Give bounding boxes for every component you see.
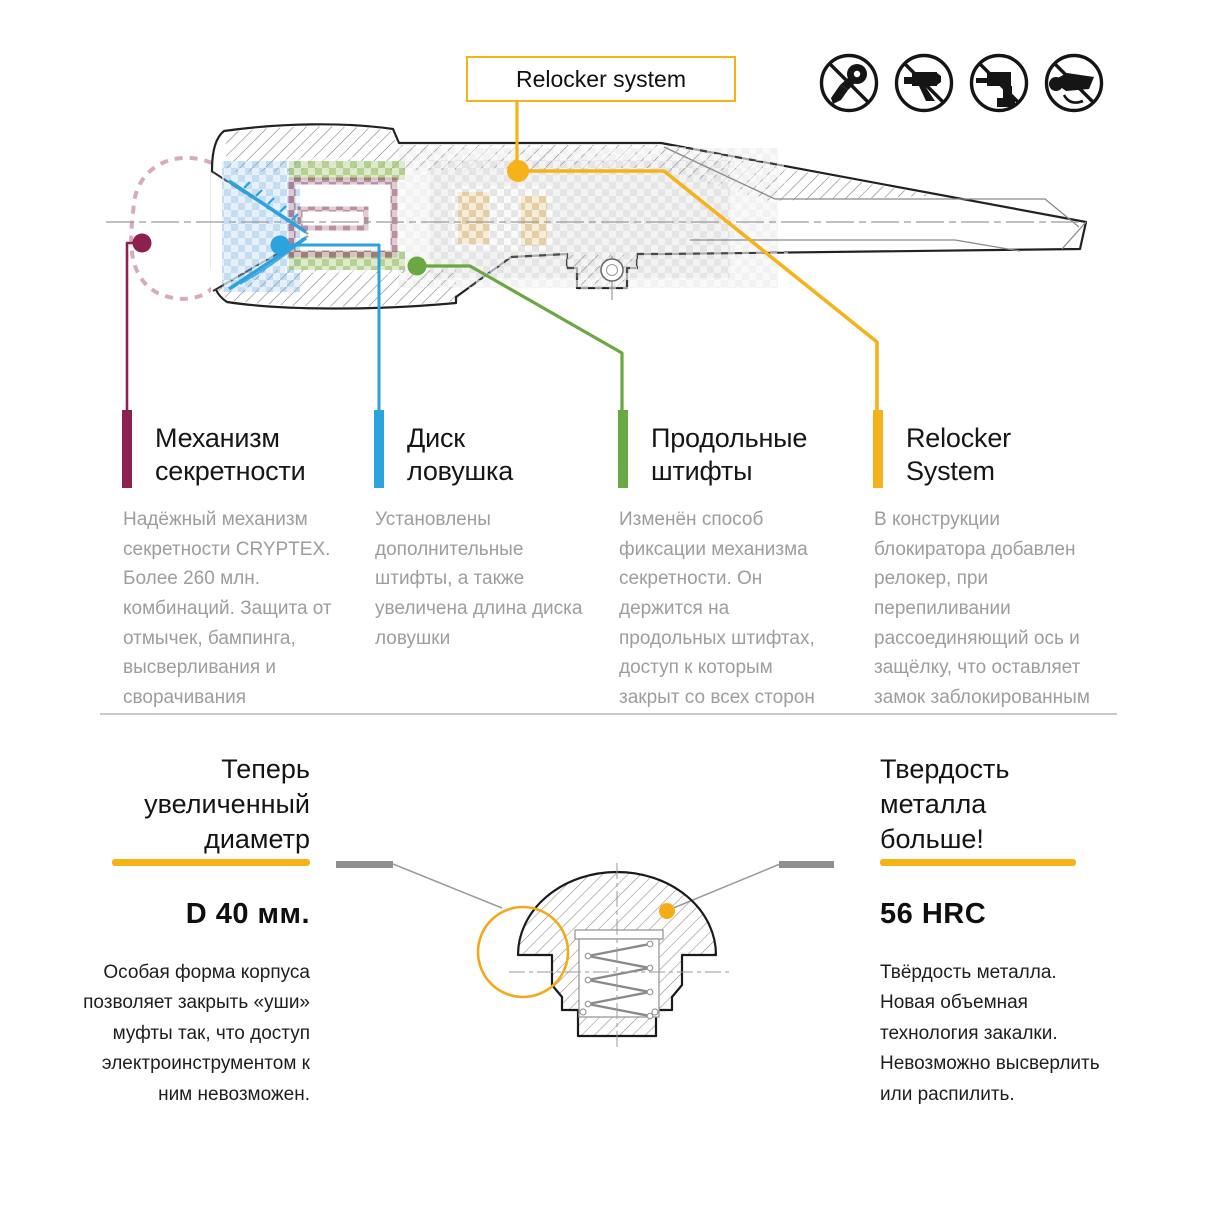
diameter-value: D 40 мм. [185, 898, 310, 930]
hardness-dot [659, 903, 675, 919]
feature-description: В конструкции блокиратора добавлен релокер, при перепиливании рассоединяющий ось и защёлку, что оставляет замок заблокированным [874, 509, 1090, 708]
yellow-underline [880, 859, 1076, 866]
feature-column-pins [618, 410, 850, 708]
yellow-underline [112, 859, 310, 866]
feature-bar [873, 410, 883, 488]
diameter-section [75, 752, 310, 1112]
hardness-description: Твёрдость металла. Новая объемная технология закалки. Невозможно высверлить или распилить. [880, 962, 1100, 1105]
feature-column-mechanism [122, 410, 354, 708]
feature-description: Надёжный механизм секретности CRYPTEX. Более 260 млн. комбинаций. Защита от отмычек, бампинга, высверливания и сворачивания [123, 509, 332, 708]
rivet-cross-section-diagram [320, 835, 865, 1070]
feature-title: Механизм секретности [155, 423, 306, 486]
lug-screw [601, 256, 623, 300]
dot-relocker [507, 160, 529, 182]
leader-end-bar-left [336, 861, 393, 868]
hardness-title: Твердость металла больше! [880, 754, 1010, 855]
feature-column-relocker [873, 410, 1105, 708]
feature-bar [122, 410, 132, 488]
no-drill-icon [893, 51, 955, 115]
feature-title: Relocker System [906, 423, 1011, 486]
feature-title: Продольные штифты [651, 423, 808, 486]
relocker-callout-label: Relocker system [516, 65, 686, 92]
prohibition-icons-row [818, 51, 1105, 115]
pixelated-internals [222, 146, 788, 292]
feature-title: Диск ловушка [407, 423, 514, 486]
leader-line-left [393, 864, 502, 908]
diameter-description: Особая форма корпуса позволяет закрыть «уши» муфты так, что доступ электроинструментом к ним невозможен. [83, 962, 310, 1105]
relocker-callout-box [466, 56, 736, 102]
dot-trap-disc [271, 236, 290, 255]
no-angle-grinder-icon [1043, 51, 1105, 115]
feature-description: Изменён способ фиксации механизма секретности. Он держится на продольных штифтах, доступ к которым закрыт со всех сторон [619, 509, 815, 708]
section-divider [100, 713, 1117, 715]
hardness-section [880, 752, 1125, 1112]
feature-column-trap-disc [374, 410, 606, 700]
hardness-value: 56 HRC [880, 898, 987, 930]
feature-bar [618, 410, 628, 488]
dot-longitudinal-pins [408, 257, 427, 276]
feature-bar [374, 410, 384, 488]
no-die-grinder-icon [818, 51, 880, 115]
diameter-title: Теперь увеличенный диаметр [144, 754, 310, 855]
no-hammer-drill-icon [968, 51, 1030, 115]
leader-end-bar-right [779, 861, 834, 868]
dot-key-mechanism [133, 234, 152, 253]
feature-description: Установлены дополнительные штифты, а также увеличена длина диска ловушки [375, 509, 583, 649]
